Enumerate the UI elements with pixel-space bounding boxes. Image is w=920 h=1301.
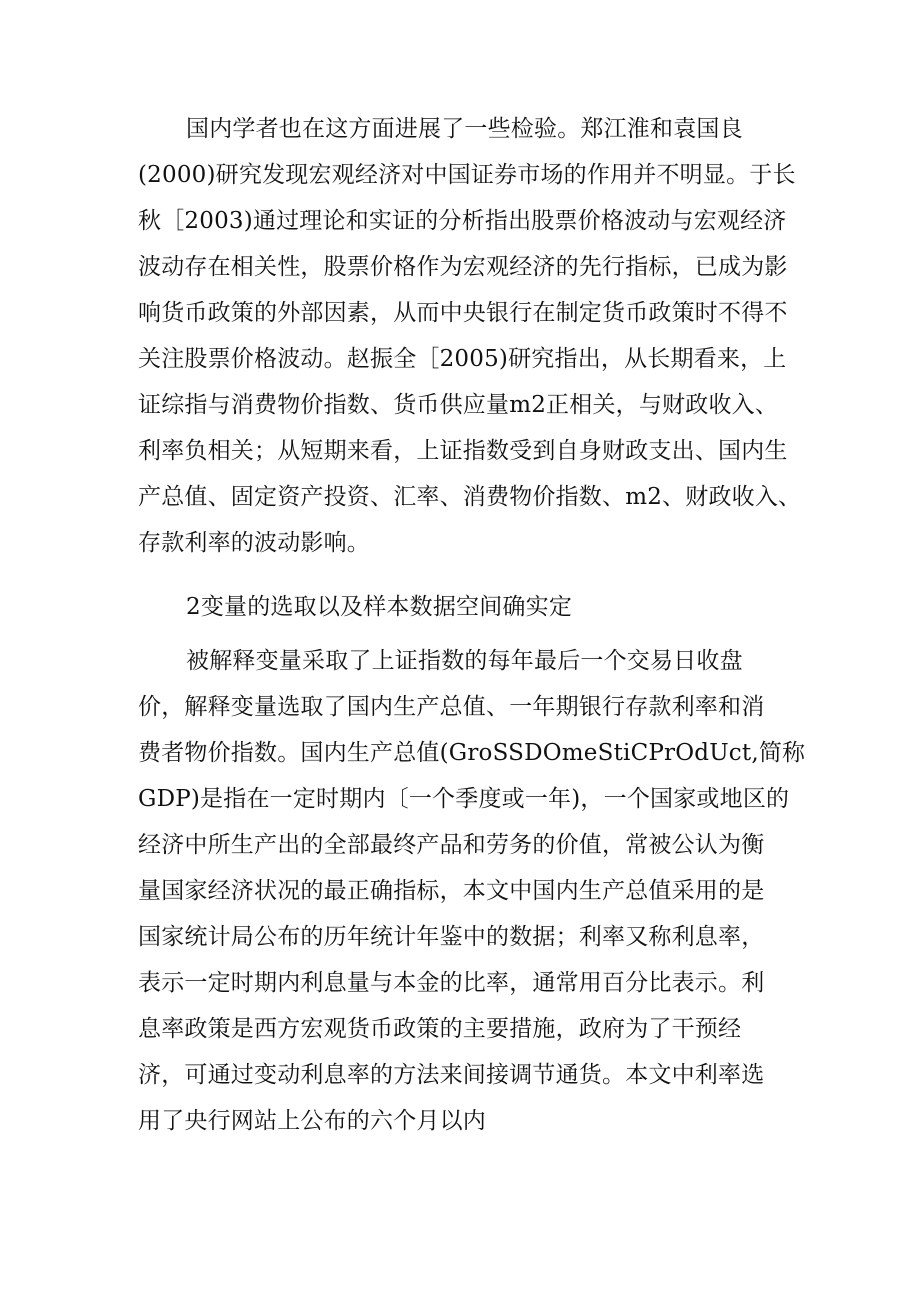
paragraph-2-line-8: 表示一定时期内利息量与本金的比率，通常用百分比表示。利	[138, 970, 765, 996]
paragraph-1-line-1: 国内学者也在这方面进展了一些检验。郑江淮和袁国良	[186, 116, 743, 142]
paragraph-2-line-2: 价，解释变量选取了国内生产总值、一年期银行存款利率和消	[138, 694, 765, 720]
paragraph-1-line-5: 响货币政策的外部因素，从而中央银行在制定货币政策时不得不	[138, 300, 788, 326]
paragraph-2-line-6: 量国家经济状况的最正确指标，本文中国内生产总值采用的是	[138, 878, 765, 904]
paragraph-1-line-10: 存款利率的波动影响。	[138, 530, 370, 556]
paragraph-2-line-11: 用了央行网站上公布的六个月以内	[138, 1108, 486, 1134]
paragraph-2-line-7: 国家统计局公布的历年统计年鉴中的数据；利率又称利息率，	[138, 924, 765, 950]
paragraph-2-line-1: 被解释变量采取了上证指数的每年最后一个交易日收盘	[186, 648, 743, 674]
paragraph-1-line-3: 秋［2003)通过理论和实证的分析指出股票价格波动与宏观经济	[138, 208, 787, 234]
paragraph-1-line-8: 利率负相关；从短期来看，上证指数受到自身财政支出、国内生	[138, 438, 788, 464]
paragraph-2-line-5: 经济中所生产出的全部最终产品和劳务的价值，常被公认为衡	[138, 832, 765, 858]
paragraph-2-line-10: 济，可通过变动利息率的方法来间接调节通货。本文中利率选	[138, 1062, 765, 1088]
paragraph-1-line-9: 产总值、固定资产投资、汇率、消费物价指数、m2、财政收入、	[138, 484, 802, 510]
paragraph-2-line-4: GDP)是指在一定时期内〔一个季度或一年)，一个国家或地区的	[138, 786, 790, 812]
section-heading: 2变量的选取以及样本数据空间确实定	[186, 594, 573, 620]
paragraph-2-line-3: 费者物价指数。国内生产总值(GroSSDOmeStiCPrOdUct,简称	[138, 740, 806, 766]
paragraph-1-line-6: 关注股票价格波动。赵振全［2005)研究指出，从长期看来，上	[138, 346, 787, 372]
paragraph-1-line-2: (2000)研究发现宏观经济对中国证券市场的作用并不明显。于长	[138, 162, 796, 188]
paragraph-1-line-4: 波动存在相关性，股票价格作为宏观经济的先行指标，已成为影	[138, 254, 788, 280]
paragraph-1-line-7: 证综指与消费物价指数、货币供应量m2正相关，与财政收入、	[138, 392, 779, 418]
paragraph-2-line-9: 息率政策是西方宏观货币政策的主要措施，政府为了干预经	[138, 1016, 742, 1042]
